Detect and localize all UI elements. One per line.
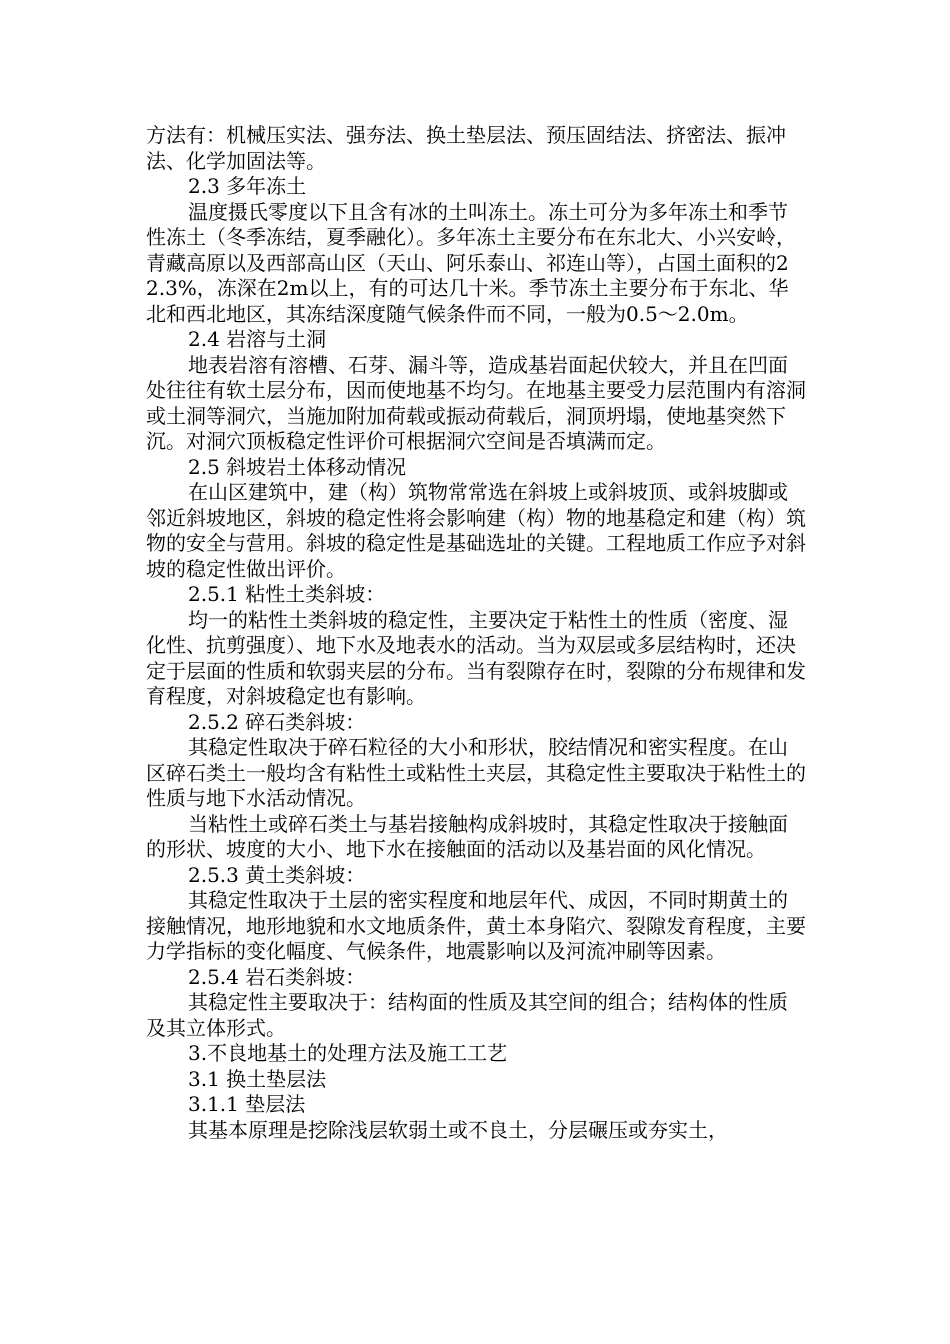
heading-2-3-permafrost: 2.3 多年冻土 [188,174,307,198]
paragraph-rock-slope: 其稳定性主要取决于：结构面的性质及其空间的组合；结构体的性质及其立体形式。 [146,990,788,1040]
heading-2-4-karst: 2.4 岩溶与土洞 [188,327,327,351]
heading-3-1-1-cushion: 3.1.1 垫层法 [188,1092,306,1116]
paragraph-gravel-bedrock-contact: 当粘性土或碎石类土与基岩接触构成斜坡时，其稳定性取决于接触面的形状、坡度的大小、地下水在接触面的活动以及基岩面的风化情况。 [146,811,788,861]
document-page [146,123,806,1143]
heading-2-5-slope-movement: 2.5 斜坡岩土体移动情况 [188,454,407,479]
paragraph-gravel-slope: 其稳定性取决于碎石粒径的大小和形状，胶结情况和密实程度。在山区碎石类土一般均含有粘性土或粘性土夹层，其稳定性主要取决于粘性土的性质与地下水活动情况。 [146,735,806,810]
paragraph-karst: 地表岩溶有溶槽、石芽、漏斗等，造成基岩面起伏较大，并且在凹面处往往有软土层分布，因而使地基不均匀。在地基主要受力层范围内有溶洞或土洞等洞穴，当施加附加荷载或振动荷载后，洞顶坍塌，使地基突然下沉。对洞穴顶板稳定性评价可根据洞穴空间是否填满而定。 [146,352,806,453]
heading-2-5-3-loess-slope: 2.5.3 黄土类斜坡： [188,862,366,887]
heading-2-5-1-clay-slope: 2.5.1 粘性土类斜坡： [188,582,386,606]
paragraph-methods-continued: 方法有：机械压实法、强夯法、换土垫层法、预压固结法、挤密法、振冲法、化学加固法等。 [146,123,786,173]
paragraph-permafrost: 温度摄氏零度以下且含有冰的土叫冻土。冻土可分为多年冻土和季节性冻土（冬季冻结，夏季融化）。多年冻土主要分布在东北大、小兴安岭，青藏高原以及西部高山区（天山、阿乐泰山、祁连山等），占国土面积的22.3%，冻深在2m以上，有的可达几十米。季节冻土主要分布于东北、华北和西北地区，其冻结深度随气候条件而不同，一般为0.5～2.0m。 [146,199,796,326]
paragraph-loess-slope: 其稳定性取决于土层的密实程度和地层年代、成因，不同时期黄土的接触情况，地形地貌和水文地质条件，黄土本身陷穴、裂隙发育程度，主要力学指标的变化幅度、气候条件，地震影响以及河流冲刷等因素。 [146,888,806,963]
paragraph-cushion-principle: 其基本原理是挖除浅层软弱土或不良土，分层碾压或夯实土， [188,1117,728,1142]
paragraph-clay-slope: 均一的粘性土类斜坡的稳定性，主要决定于粘性土的性质（密度、湿化性、抗剪强度）、地下水及地表水的活动。当为双层或多层结构时，还决定于层面的性质和软弱夹层的分布。当有裂隙存在时，裂隙的分布规律和发育程度，对斜坡稳定也有影响。 [146,607,806,708]
heading-3-treatment-methods: 3.不良地基土的处理方法及施工工艺 [188,1041,508,1065]
heading-2-5-2-gravel-slope: 2.5.2 碎石类斜坡： [188,709,366,734]
heading-2-5-4-rock-slope: 2.5.4 岩石类斜坡： [188,964,366,989]
paragraph-slope-movement: 在山区建筑中，建（构）筑物常常选在斜坡上或斜坡顶、或斜坡脚或邻近斜坡地区，斜坡的稳定性将会影响建（构）物的地基稳定和建（构）筑物的安全与营用。斜坡的稳定性是基础选址的关键。工程地质工作应予对斜坡的稳定性做出评价。 [146,480,806,581]
heading-3-1-replacement: 3.1 换土垫层法 [188,1066,327,1091]
